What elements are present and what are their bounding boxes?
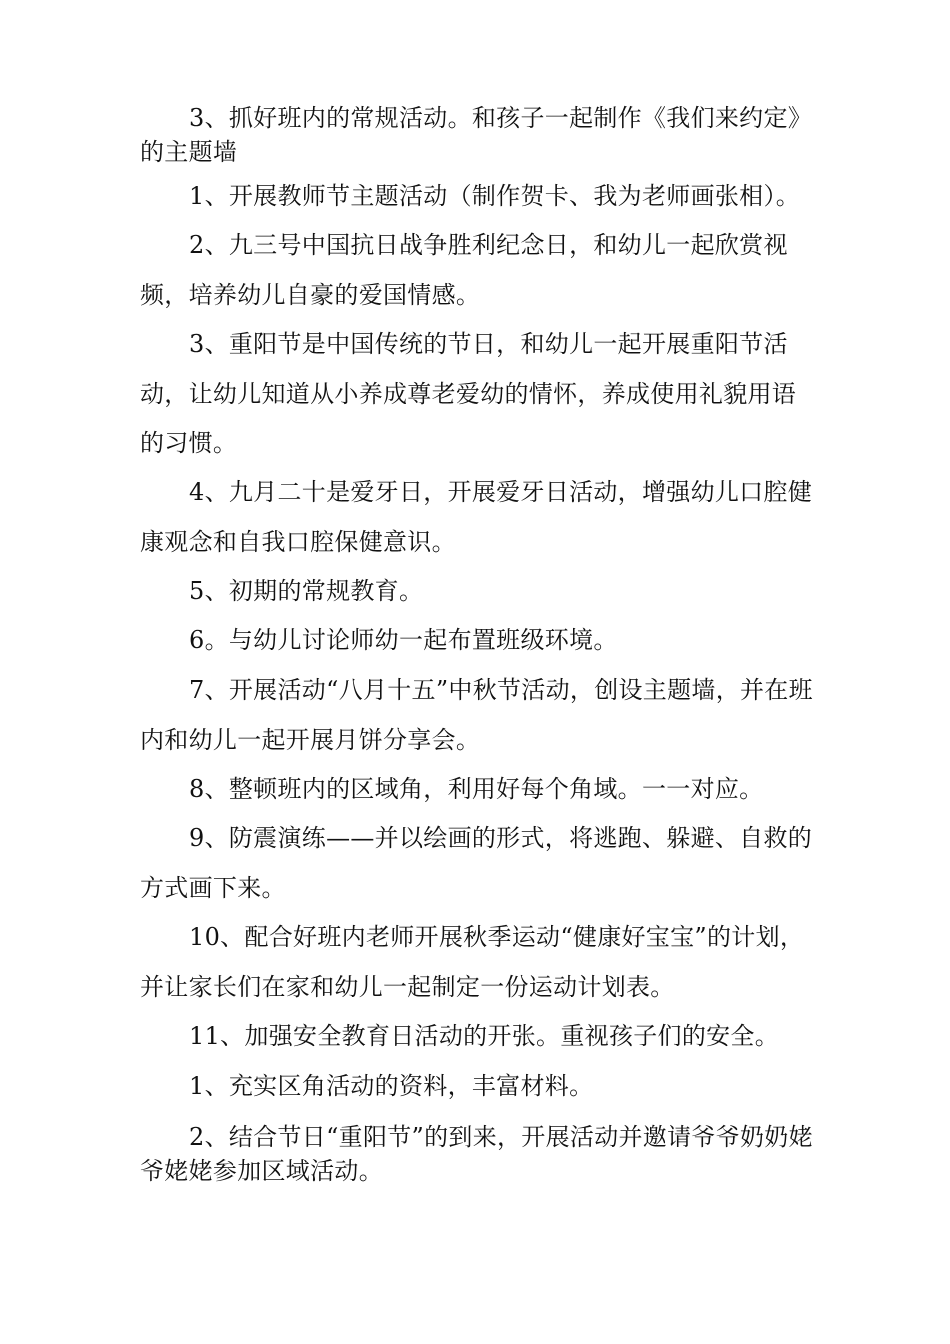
paragraph-2: 1、开展教师节主题活动（制作贺卡、我为老师画张相）。 xyxy=(189,182,801,210)
paragraph-8: 7、开展活动“八月十五”中秋节活动，创设主题墙，并在班内和幼儿一起开展月饼分享会。 xyxy=(140,676,813,754)
paragraph-10: 9、防震演练——并以绘画的形式，将逃跑、躲避、自救的方式画下来。 xyxy=(140,824,813,902)
paragraph-6: 5、初期的常规教育。 xyxy=(189,577,424,605)
paragraph-11: 10、配合好班内老师开展秋季运动“健康好宝宝”的计划，并让家长们在家和幼儿一起制定一份运动计划表。 xyxy=(140,923,805,1001)
paragraph-12: 11、加强安全教育日活动的开张。重视孩子们的安全。 xyxy=(189,1022,780,1050)
paragraph-1: 3、抓好班内的常规活动。和孩子一起制作《我们来约定》的主题墙 xyxy=(140,104,813,166)
paragraph-4: 3、重阳节是中国传统的节日，和幼儿一起开展重阳节活动，让幼儿知道从小养成尊老爱幼的情怀，养成使用礼貌用语的习惯。 xyxy=(140,330,797,457)
paragraph-5: 4、九月二十是爱牙日，开展爱牙日活动，增强幼儿口腔健康观念和自我口腔保健意识。 xyxy=(140,478,813,556)
paragraph-14: 2、结合节日“重阳节”的到来，开展活动并邀请爷爷奶奶姥爷姥姥参加区域活动。 xyxy=(140,1123,813,1185)
paragraph-9: 8、整顿班内的区域角，利用好每个角域。一一对应。 xyxy=(189,775,764,803)
paragraph-13: 1、充实区角活动的资料，丰富材料。 xyxy=(189,1072,594,1100)
paragraph-3: 2、九三号中国抗日战争胜利纪念日，和幼儿一起欣赏视频，培养幼儿自豪的爱国情感。 xyxy=(140,231,788,309)
paragraph-7: 6。与幼儿讨论师幼一起布置班级环境。 xyxy=(189,626,618,654)
